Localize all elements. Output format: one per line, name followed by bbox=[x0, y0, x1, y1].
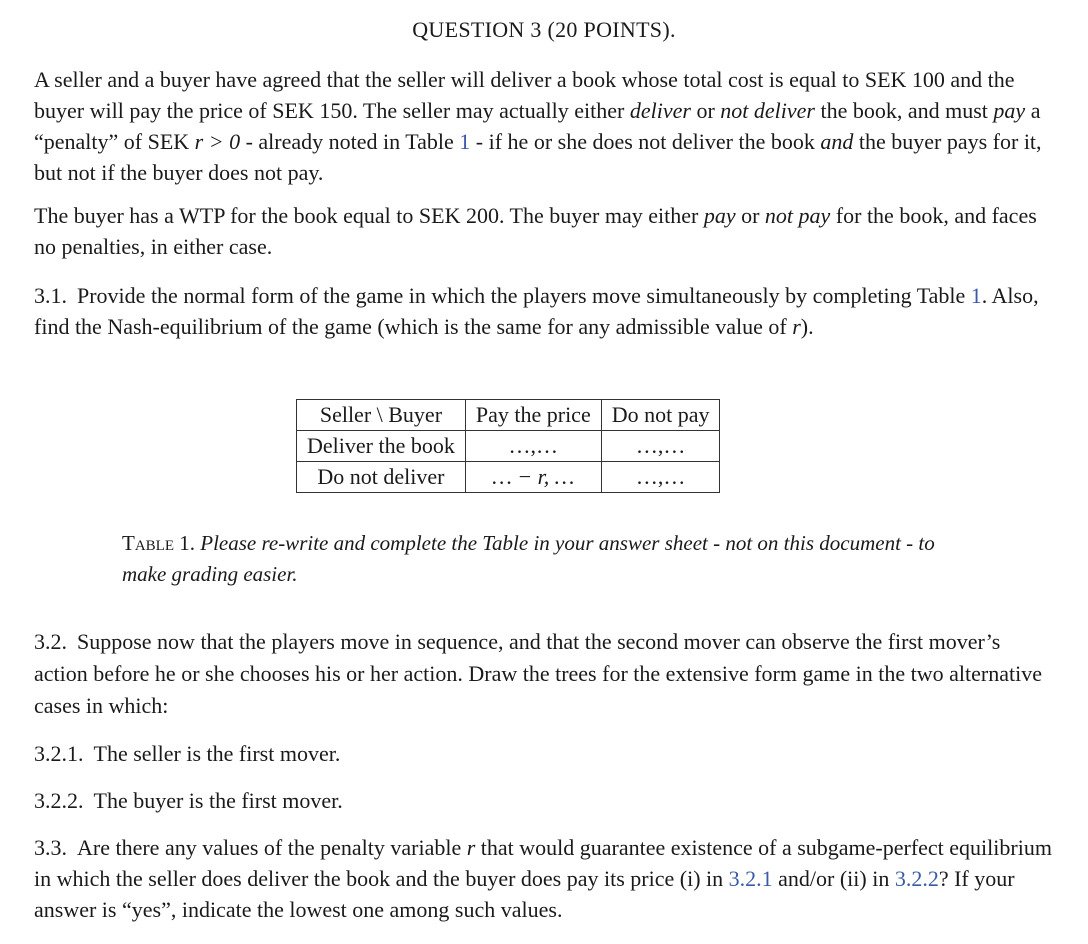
text-run: A seller and a buyer have agreed that the seller will deliver a book whose total cost is equal to SEK 100 and the buyer will pay the price of SEK 150. The seller may actually either bbox=[34, 67, 1015, 123]
text-run: not deliver bbox=[720, 98, 815, 123]
text-run: . Also, find the Nash-equilibrium of the game (which is the same for any admissible value of bbox=[34, 283, 1039, 339]
text-run: deliver bbox=[629, 98, 691, 123]
math-variable: r bbox=[466, 835, 476, 860]
text-run: The buyer has a WTP for the book equal to SEK 200. The buyer may either bbox=[34, 203, 704, 228]
text-run: that would guarantee existence of a subgame-perfect equilibrium in which the seller does deliver the book and the buyer does pay its price (i) in bbox=[34, 835, 1052, 891]
section-reference-link[interactable]: 3.2.2 bbox=[894, 866, 939, 891]
question-3-2-2 bbox=[34, 785, 1056, 816]
text-run: for the book, and faces no penalties, in either case. bbox=[34, 203, 1037, 259]
table-corner-header: Seller \ Buyer bbox=[297, 400, 466, 431]
item-number: 3.2.1. bbox=[34, 741, 84, 766]
intro-paragraph-2 bbox=[34, 200, 1056, 262]
text-run: or bbox=[690, 98, 721, 123]
caption-label: Table 1. bbox=[122, 531, 195, 555]
math-variable: r bbox=[792, 314, 801, 339]
table-column-header: Pay the price bbox=[465, 400, 601, 431]
text-run: - if he or she does not deliver the book bbox=[470, 129, 821, 154]
text-run: - already noted in Table bbox=[240, 129, 460, 154]
item-number: 3.2.2. bbox=[34, 788, 84, 813]
text-run: ? If your answer is “yes”, indicate the lowest one among such values. bbox=[34, 866, 1015, 922]
text-run: The buyer is the first mover. bbox=[93, 788, 343, 813]
text-run: and bbox=[820, 129, 854, 154]
text-run: The seller is the first mover. bbox=[93, 741, 341, 766]
item-number: 3.3. bbox=[34, 835, 67, 860]
text-run: not pay bbox=[764, 203, 831, 228]
payoff-cell: …,… bbox=[601, 431, 720, 462]
text-run: or bbox=[735, 203, 765, 228]
table-reference-link[interactable]: 1 bbox=[970, 283, 982, 308]
payoff-cell: … − r, … bbox=[465, 462, 601, 493]
table-header-row bbox=[297, 400, 720, 431]
caption-text: Please re-write and complete the Table in your answer sheet - not on this document - to make grading easier. bbox=[122, 531, 935, 586]
text-run: pay bbox=[703, 203, 736, 228]
table-column-header: Do not pay bbox=[601, 400, 720, 431]
text-run: ). bbox=[800, 314, 814, 339]
question-3-1 bbox=[34, 280, 1056, 342]
section-reference-link[interactable]: 3.2.1 bbox=[728, 866, 773, 891]
table-row bbox=[297, 462, 720, 493]
table-reference-link[interactable]: 1 bbox=[459, 129, 471, 154]
question-3-3 bbox=[34, 832, 1056, 925]
question-3-2-1 bbox=[34, 738, 1056, 769]
text-run: and/or (ii) in bbox=[772, 866, 895, 891]
text-run: Are there any values of the penalty variable bbox=[77, 835, 467, 860]
text-run: Provide the normal form of the game in which the players move simultaneously by completing Table bbox=[77, 283, 971, 308]
math-expression: r > 0 bbox=[194, 129, 241, 154]
text-run: pay bbox=[993, 98, 1026, 123]
question-heading: QUESTION 3 (20 POINTS). bbox=[412, 17, 676, 42]
table-row-header: Do not deliver bbox=[297, 462, 466, 493]
text-run: Suppose now that the players move in sequence, and that the second mover can observe the first mover’s action before he or she chooses his or her action. Draw the trees for the extensive form game in the two alternative cases in which: bbox=[34, 629, 1042, 718]
item-number: 3.2. bbox=[34, 629, 67, 654]
normal-form-table bbox=[296, 399, 720, 493]
item-number: 3.1. bbox=[34, 283, 67, 308]
text-run: a “penalty” of SEK bbox=[34, 98, 1041, 154]
table-row bbox=[297, 431, 720, 462]
question-3-2 bbox=[34, 626, 1056, 722]
text-run: the book, and must bbox=[814, 98, 994, 123]
table-caption bbox=[122, 528, 982, 590]
table-row-header: Deliver the book bbox=[297, 431, 466, 462]
payoff-cell: …,… bbox=[465, 431, 601, 462]
intro-paragraph-1 bbox=[34, 64, 1056, 188]
payoff-cell: …,… bbox=[601, 462, 720, 493]
text-run: the buyer pays for it, but not if the buyer does not pay. bbox=[34, 129, 1042, 185]
